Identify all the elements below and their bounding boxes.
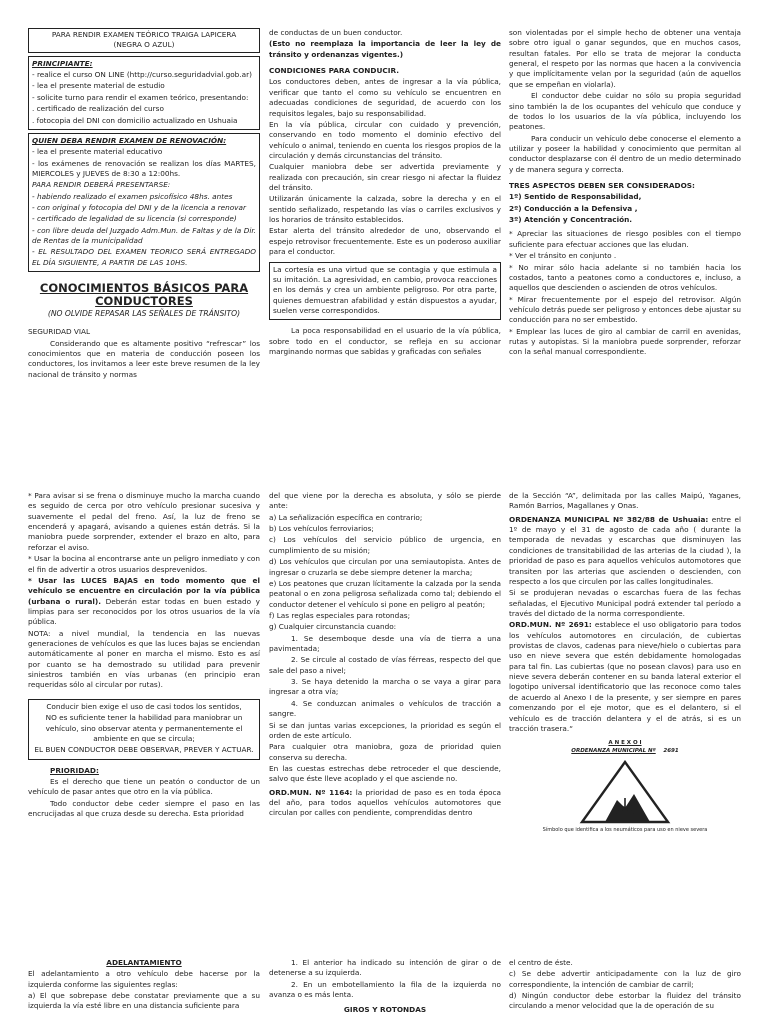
principiante-box — [28, 56, 260, 130]
paragraph: 2. En un embotellamiento la fila de la izquierda no avanza o es más lenta. — [269, 979, 501, 1000]
paragraph: Para conducir un vehículo debe conocerse el elemento a utilizar y poseer la habilidad y conocimiento que permitan al conductor desplazarse con él dentro de un medio determinado y de manera segura y correcta. — [509, 133, 741, 174]
anexo-subtitle-row — [509, 748, 741, 756]
header-notice-box — [28, 28, 260, 53]
list-item: 1. Se desemboque desde una vía de tierra a una pavimentada; — [269, 633, 501, 654]
paragraph: a) El que sobrepase debe constatar previamente que a su izquierda la vía esté libre en una distancia suficiente para — [28, 991, 260, 1011]
renovacion-title: QUIEN DEBA RENDIR EXAMEN DE RENOVACIÓN: — [32, 135, 227, 145]
aspecto-item: 3º) Atención y Concentración. — [509, 215, 633, 225]
list-item: c) Los vehículos del servicio público de urgencia, en cumplimiento de su misión; — [269, 535, 501, 555]
paragraph: d) Ningún conductor debe estorbar la fluidez del tránsito circulando a menor velocidad que la de operación de su — [509, 991, 741, 1011]
principiante-line: - lea el presente material de estudio — [32, 81, 165, 91]
list-item: En las cuestas estrechas debe retroceder el que desciende, salvo que éste lleve acoplado y el que asciende no. — [269, 763, 501, 784]
aspecto-item: 2º) Conducción a la Defensiva , — [509, 203, 638, 213]
list-item: Si se dan juntas varias excepciones, la prioridad es según el orden de este artículo. — [269, 720, 501, 740]
intro-paragraph: Considerando que es altamente positivo “refrescar” los conocimientos que en materia de conducción poseen los conductores, los invitamos a leer este breve resumen de la ley nacional de tránsito y normas — [28, 338, 260, 379]
paragraph: Estar alerta del tránsito alrededor de uno, observando el espejo retrovisor frecuentemente. Este es un poderoso auxiliar para el conductor. — [269, 226, 501, 257]
buen-conductor-box — [28, 699, 260, 760]
principiante-line: - realice el curso ON LINE (http://curso.seguridadvial.gob.ar) — [32, 70, 252, 80]
prioridad-title: PRIORIDAD: — [50, 765, 99, 775]
ordenanza-1164 — [269, 788, 501, 819]
condiciones-title: CONDICIONES PARA CONDUCIR. — [269, 66, 399, 76]
column-1-middle — [28, 491, 260, 820]
list-item: 2. Se circule al costado de vías férreas, respecto del que sale del paso a nivel; — [269, 655, 501, 675]
paragraph: Si se produjeran nevadas o escarchas fuera de las fechas señaladas, el Ejecutivo Municipal podrá extender tal período a través del dictado de la norma correspondiente. — [509, 588, 741, 618]
adelantamiento-title: ADELANTAMIENTO — [106, 958, 182, 967]
anexo-title: A N E X O I — [608, 740, 642, 747]
paragraph: El adelantamiento a otro vehículo debe hacerse por la izquierda conforme las siguientes reglas: — [28, 969, 260, 989]
paragraph: El conductor debe cuidar no sólo su propia seguridad sino también la de los ocupantes del vehículo que conduce y de todos lo los usuarios de la vía pública, incluyendo los peatones. — [509, 91, 741, 132]
luces-bajas-rest: Deberán estar todas en buen estado y limpias para ser reconocidos por los otros usuarios de la vía pública. — [28, 596, 260, 627]
seguridad-label: SEGURIDAD VIAL — [28, 327, 91, 337]
paragraph: Todo conductor debe ceder siempre el paso en las encrucijadas al que cruza desde su derecha. Esta prioridad — [28, 798, 260, 819]
cortesia-box — [269, 262, 501, 321]
header-line-1: PARA RENDIR EXAMEN TEÓRICO TRAIGA LAPICERA — [51, 30, 237, 39]
aspecto-item: 1º) Sentido de Responsabilidad, — [509, 192, 642, 202]
box-line: Conducir bien exige el uso de casi todos los sentidos, — [46, 701, 242, 711]
main-title: CONOCIMIENTOS BÁSICOS PARA CONDUCTORES — [39, 281, 249, 309]
paragraph: Utilizarán únicamente la calzada, sobre la derecha y en el sentido señalizado, respetando las vías o carriles exclusivos y los horarios de tránsito establecidos. — [269, 194, 501, 225]
ordenanza-text: establece el uso obligatorio para todos los vehículos automotores en circulación, de cubiertas provistas de clavos, cadenas para nieve/hielo o cubiertas para uso en nieve severa que estén debidamente homologadas para tal fin. Las cubiertas (que no posean clavos) para uso en nieve severa deberán contener en su banda lateral exterior el logotipo universal identificatorio que las reconoce como tales de acuerdo al Anexo I de la presente, y ser siempre en pares comenzando por el eje motor, que es el delantero, si el vehículo es de tracción delantera y el de atrás, si es un tracción trasera.“ — [509, 620, 742, 733]
paragraph: c) Se debe advertir anticipadamente con la luz de giro correspondiente, la intención de cambiar de carril; — [509, 969, 741, 989]
bullet-item: * Apreciar las situaciones de riesgo posibles con el tiempo suficiente para efectuar acciones que las eludan. — [509, 229, 741, 249]
bullet-item: * No mirar sólo hacia adelante si no también hacia los costados, tanto a peatones como a conductores e, incluso, a aquellos que descienden o ascienden de otros vehículos. — [509, 262, 741, 293]
giros-title: GIROS Y ROTONDAS — [343, 1005, 427, 1015]
bullet-item: * Mirar frecuentemente por el espejo del retrovisor. Algún vehículo detrás puede ser peligroso y entonces debe ajustar su conducción para no ser embestido. — [509, 294, 741, 325]
list-item: Para cualquier otra maniobra, goza de prioridad quien conserva su derecha. — [269, 742, 501, 762]
list-item: e) Los peatones que cruzan lícitamente la calzada por la senda peatonal o en zona peligrosa señalizada como tal; debiendo el conductor detener el vehículo si pone en peligro al peatón; — [269, 578, 501, 609]
paragraph: Los conductores deben, antes de ingresar a la vía pública, verificar que tanto el como su vehículo se encuentren en adecuadas condiciones de seguridad, de acuerdo con los requisitos legales, bajo su responsabilidad. — [269, 77, 501, 118]
ordenanza-lead: ORD.MUN. Nº 1164: — [269, 787, 353, 797]
paragraph: * Para avisar si se frena o disminuye mucho la marcha cuando es seguido de cerca por otro vehículo presionar sucesiva y suavemente el pedal del freno. Así, la luz de freno se encenderá y apagará, avisando a quienes están detrás. Si la maniobra puede sorprender, extender el brazo en alto, para reforzar el aviso. — [28, 491, 260, 552]
box-line: NO es suficiente tener la habilidad para maniobrar un vehículo, sino observar atenta y permanentemente el ambiente en que se circula; — [45, 713, 243, 743]
column-2-top — [269, 28, 501, 358]
paragraph: de conductas de un buen conductor. — [269, 28, 403, 37]
paragraph — [28, 576, 260, 628]
principiante-line: - solicite turno para rendir el examen teórico, presentando: — [32, 92, 249, 102]
renovacion-line: - con original y fotocopia del DNI y de la licencia a renovar — [32, 203, 246, 213]
paragraph: * Usar la bocina al encontrarse ante un peligro inmediato y con el fin de advertir a otros usuarios desprevenidos. — [28, 554, 260, 574]
anexo-caption: Símbolo que identifica a los neumáticos para uso en nieve severa — [542, 827, 708, 834]
renovacion-line: - habiendo realizado el examen psicofísico 48hs. antes — [32, 191, 233, 201]
paragraph-bold: (Esto no reemplaza la importancia de leer la ley de tránsito y ordenanzas vigentes.) — [269, 39, 501, 59]
renovacion-line: - certificado de legalidad de su licencia (si corresponde) — [32, 214, 237, 224]
renovacion-line: - lea el presente material educativo — [32, 147, 163, 157]
list-item: a) La señalización específica en contrario; — [269, 512, 423, 522]
anexo-subtitle: ORDENANZA MUNICIPAL Nº — [571, 748, 656, 755]
paragraph: 1. El anterior ha indicado su intención de girar o de detenerse a su izquierda. — [269, 958, 501, 978]
ordenanza-382 — [509, 515, 741, 588]
paragraph: el centro de éste. — [509, 958, 573, 967]
paragraph: del que viene por la derecha es absoluta, y sólo se pierde ante: — [269, 491, 501, 511]
renovacion-line: PARA RENDIR DEBERÁ PRESENTARSE: — [32, 180, 171, 190]
main-subtitle: (NO OLVIDE REPASAR LAS SEÑALES DE TRÁNSITO) — [47, 308, 241, 318]
luces-bajas-bold: * Usar las LUCES BAJAS en todo momento que el vehículo se encuentre en circulación por la vía pública (urbana o rural). — [28, 575, 260, 606]
box-line: EL BUEN CONDUCTOR DEBE OBSERVAR, PREVER Y ACTUAR. — [34, 745, 254, 755]
ordenanza-text: la prioridad de paso es en toda época del año, para todos aquellos vehículos automotores que circulan por calles con pendiente, comprendidas dentro — [269, 787, 501, 818]
paragraph: La poca responsabilidad en el usuario de la vía pública, sobre todo en el conductor, se refleja en su accionar marginando normas que sabidas y graficadas con señales — [269, 326, 501, 357]
paragraph: son violentadas por el simple hecho de obtener una ventaja sobre otro igual o ganar segundos, que en muchos casos, resultan fatales. Por ello se trata de mejorar la conducta general, el respeto por las normas que hacen a la convivencia y que implícitamente velan por la seguridad (aún de aquellos que se empeñan en violarla). — [509, 28, 741, 89]
anexo-number: 2691 — [663, 748, 679, 755]
principiante-line: . fotocopia del DNI con domicilio actualizado en Ushuaia — [32, 115, 238, 125]
principiante-line: . certificado de realización del curso — [32, 104, 164, 114]
ordenanza-lead: ORDENANZA MUNICIPAL Nº 382/88 de Ushuaia: — [509, 514, 709, 524]
ordenanza-2691 — [509, 620, 741, 734]
list-item: 3. Se haya detenido la marcha o se vaya a girar para ingresar a otra vía; — [269, 677, 501, 697]
list-item: b) Los vehículos ferroviarios; — [269, 524, 374, 534]
renovacion-line: - los exámenes de renovación se realizan los días MARTES, MIERCOLES y JUEVES de 8:30 a 12:00hs. — [32, 158, 256, 178]
column-2-middle — [269, 491, 501, 820]
anexo-block — [509, 740, 741, 833]
renovacion-line: - EL RESULTADO DEL EXAMEN TEORICO SERÁ ENTREGADO EL DÍA SIGUIENTE, A PARTIR DE LAS 10HS. — [32, 247, 256, 267]
renovacion-line: - con libre deuda del Juzgado Adm.Mun. de Faltas y de la Dir. de Rentas de la municipalidad — [32, 225, 256, 246]
header-line-2: (NEGRA O AZUL) — [113, 40, 175, 50]
paragraph: de la Sección “A”, delimitada por las calles Maipú, Yaganes, Ramón Barrios, Magallanes y Onas. — [509, 491, 741, 511]
list-item: f) Las reglas especiales para rotondas; — [269, 610, 411, 620]
list-item: d) Los vehículos que circulan por una semiautopista. Antes de ingresar o cruzarla se debe siempre detener la marcha; — [269, 557, 501, 577]
bullet-item: * Emplear las luces de giro al cambiar de carril en avenidas, rutas y autopistas. Si la maniobra puede sorprender, reforzar con la señal manual correspondiente. — [509, 326, 741, 357]
column-3-middle — [509, 491, 741, 834]
paragraph: Es el derecho que tiene un peatón o conductor de un vehículo de pasar antes que otro en la vía pública. — [28, 776, 260, 797]
column-2-bottom — [269, 958, 501, 1017]
snow-tire-symbol-icon — [550, 760, 700, 824]
paragraph: NOTA: a nivel mundial, la tendencia en las nuevas generaciones de vehículos es que las luces bajas se enciendan automáticamente al poner en marcha el mismo. Esto es así por cuanto se ha demostrado su utilidad para prevenir siniestros también en vías urbanas (en principio eran requeridas sólo al circular por rutas). — [28, 628, 260, 690]
renovacion-box — [28, 133, 260, 272]
list-item: 4. Se conduzcan animales o vehículos de tracción a sangre. — [269, 698, 501, 719]
ordenanza-text: entre el 1º de mayo y el 31 de agosto de cada año ( durante la temporada de nevadas y escarchas que disminuyen las condiciones de transitabilidad de las arterias de la ciudad ), la prioridad de paso es para aquellos vehículos automotores que transiten por las arterias que ascienden o descienden, con respecto a los que circulen por las calles longitudinales. — [509, 514, 741, 586]
column-3-bottom — [509, 958, 741, 1013]
aspectos-title: TRES ASPECTOS DEBEN SER CONSIDERADOS: — [509, 181, 695, 191]
cortesia-text: La cortesía es una virtud que se contagia y que estimula a su imitación. La agresividad, en cambio, provoca reacciones en los demás y crea un ambiente peligroso. Por otra parte, quienes demuestran afabilidad y están dispuestos a ayudar, suelen verse correspondidos. — [273, 264, 497, 315]
paragraph: En la vía pública, circular con cuidado y prevención, conservando en todo momento el dominio efectivo del vehículo o animal, teniendo en cuenta los riesgos propios de la circulación y demás circunstancias del tránsito. — [269, 119, 501, 160]
column-3-top — [509, 28, 741, 359]
column-1-top — [28, 28, 260, 381]
list-item: g) Cualquier circunstancia cuando: — [269, 622, 397, 632]
ordenanza-lead: ORD.MUN. Nº 2691: — [509, 620, 592, 630]
column-1-bottom — [28, 958, 260, 1013]
paragraph: Cualquier maniobra debe ser advertida previamente y realizada con precaución, sin crear riesgo ni afectar la fluidez del tránsito. — [269, 162, 501, 193]
principiante-title: PRINCIPIANTE: — [32, 58, 93, 68]
bullet-item: * Ver el tránsito en conjunto . — [509, 251, 617, 261]
